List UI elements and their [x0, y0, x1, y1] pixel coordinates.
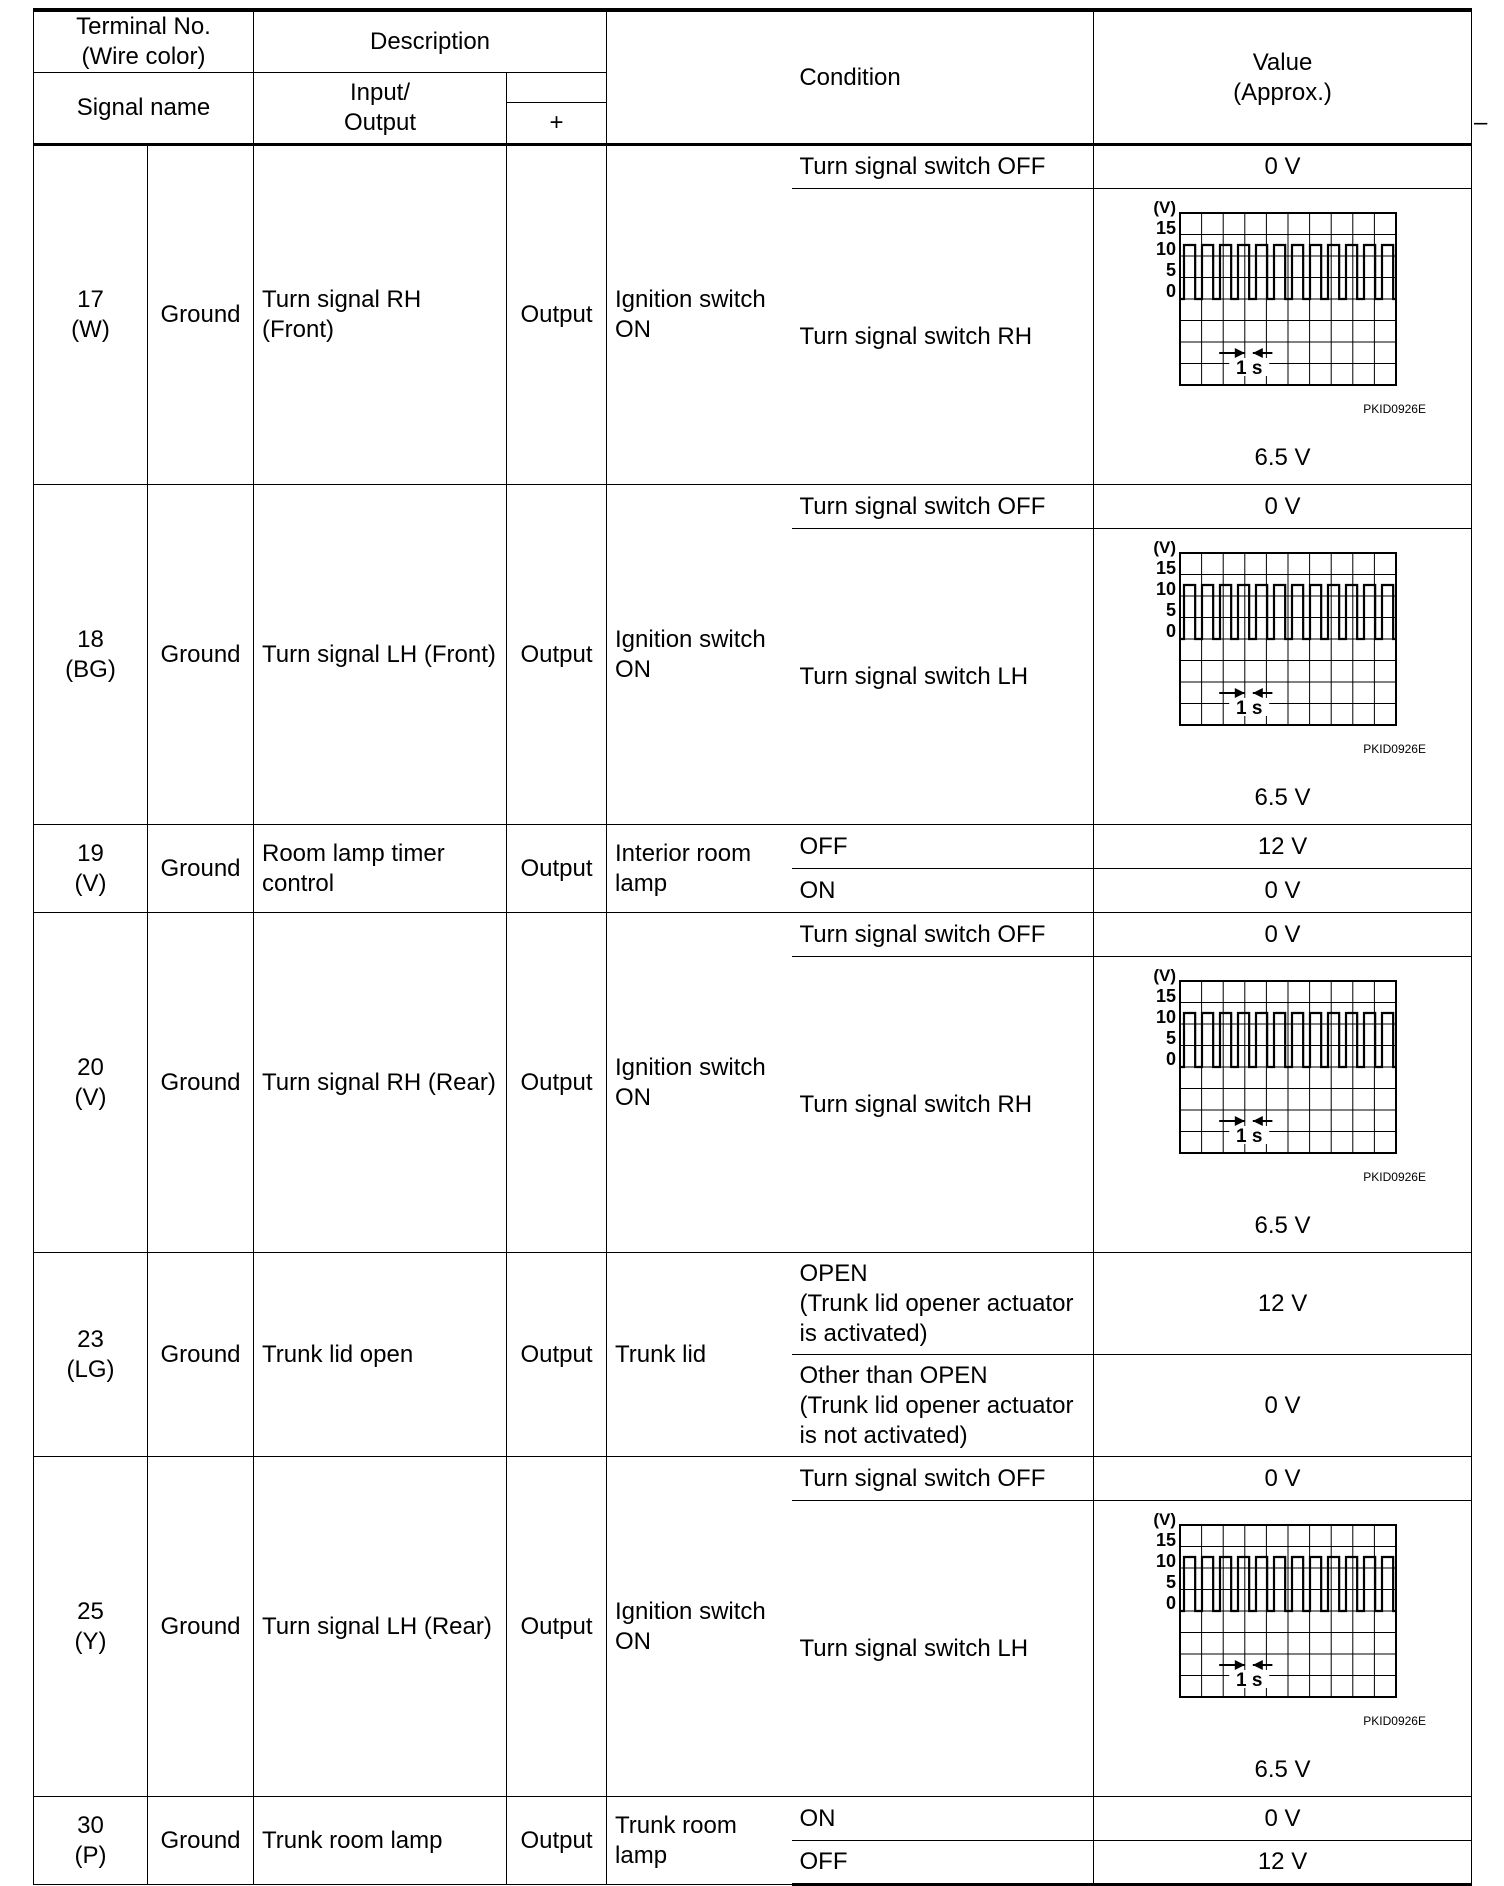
figure-code-label: PKID0926E — [1362, 401, 1426, 416]
ground-cell: Ground — [148, 1797, 254, 1885]
value-cell — [1094, 957, 1472, 1253]
time-marker-arrow — [1234, 1116, 1244, 1126]
y-tick-label: 15 — [1155, 985, 1176, 1006]
sub-condition-cell: ON — [792, 1797, 1094, 1841]
time-marker-arrow — [1234, 348, 1244, 358]
time-marker-arrow — [1234, 1660, 1244, 1670]
table-row — [34, 485, 1472, 529]
y-tick-label: 0 — [1165, 620, 1176, 641]
y-tick-label: 0 — [1165, 1592, 1176, 1613]
table-header: Terminal No. (Wire color) Description Condition Value (Approx.) Signal name Input/ Output + – — [34, 10, 1472, 145]
terminal-spec-table — [33, 8, 1488, 1886]
condition-cell: Trunk lid — [607, 1253, 792, 1457]
signal-name-cell: Turn signal RH (Rear) — [254, 913, 507, 1253]
io-cell: Output — [507, 1253, 607, 1457]
sub-condition-cell: Other than OPEN (Trunk lid opener actuator is not activated) — [792, 1355, 1094, 1457]
axis-unit-label: (V) — [1152, 1512, 1176, 1529]
io-cell: Output — [507, 825, 607, 913]
ground-cell: Ground — [148, 145, 254, 485]
sub-condition-cell: Turn signal switch OFF — [792, 145, 1094, 189]
y-tick-label: 10 — [1155, 1006, 1176, 1027]
y-tick-label: 10 — [1155, 1550, 1176, 1571]
sub-condition-cell: OFF — [792, 1841, 1094, 1885]
io-cell: Output — [507, 145, 607, 485]
header-signal-name: Signal name — [34, 73, 254, 145]
header-terminal-no: Terminal No. (Wire color) — [34, 10, 254, 73]
waveform-value: 6.5 V — [1254, 783, 1311, 811]
y-tick-label: 0 — [1165, 280, 1176, 301]
terminal-cell: 17 (W) — [34, 145, 148, 485]
waveform-value: 6.5 V — [1254, 1211, 1311, 1239]
terminal-cell: 23 (LG) — [34, 1253, 148, 1457]
value-cell: 0 V — [1094, 1797, 1472, 1841]
header-input-output: Input/ Output — [254, 73, 507, 145]
y-tick-label: 15 — [1155, 217, 1176, 238]
time-marker-arrow — [1234, 688, 1244, 698]
y-tick-label: 15 — [1155, 1529, 1176, 1550]
terminal-cell: 20 (V) — [34, 913, 148, 1253]
time-scale-label: 1 s — [1235, 1125, 1262, 1147]
value-cell: 0 V — [1094, 1457, 1472, 1501]
io-cell: Output — [507, 913, 607, 1253]
table-row — [34, 913, 1472, 957]
io-cell: Output — [507, 1797, 607, 1885]
sub-condition-cell: Turn signal switch OFF — [792, 485, 1094, 529]
waveform-figure — [1138, 201, 1428, 441]
table-body — [34, 145, 1472, 1885]
ground-cell: Ground — [148, 485, 254, 825]
table-row — [34, 145, 1472, 189]
y-tick-label: 5 — [1165, 1027, 1176, 1048]
axis-unit-label: (V) — [1152, 200, 1176, 217]
header-plus: + — [507, 103, 607, 145]
header-description: Description — [254, 10, 607, 73]
signal-name-cell: Trunk lid open — [254, 1253, 507, 1457]
signal-name-cell: Room lamp timer control — [254, 825, 507, 913]
table-row — [34, 1797, 1472, 1841]
axis-unit-label: (V) — [1152, 540, 1176, 557]
time-scale-label: 1 s — [1235, 1669, 1262, 1691]
ground-cell: Ground — [148, 913, 254, 1253]
ground-cell: Ground — [148, 825, 254, 913]
table-row — [34, 1457, 1472, 1501]
axis-unit-label: (V) — [1152, 968, 1176, 985]
terminal-cell: 18 (BG) — [34, 485, 148, 825]
value-cell: 0 V — [1094, 485, 1472, 529]
sub-condition-cell: OFF — [792, 825, 1094, 869]
value-cell: 12 V — [1094, 1841, 1472, 1885]
sub-condition-cell: Turn signal switch OFF — [792, 1457, 1094, 1501]
time-marker-arrow — [1252, 688, 1262, 698]
y-tick-label: 5 — [1165, 1571, 1176, 1592]
waveform-figure — [1138, 1513, 1428, 1753]
sub-condition-cell: Turn signal switch RH — [792, 957, 1094, 1253]
condition-cell: Ignition switch ON — [607, 485, 792, 825]
y-tick-label: 10 — [1155, 578, 1176, 599]
signal-name-cell: Trunk room lamp — [254, 1797, 507, 1885]
y-tick-label: 10 — [1155, 238, 1176, 259]
sub-condition-cell: Turn signal switch OFF — [792, 913, 1094, 957]
condition-cell: Trunk room lamp — [607, 1797, 792, 1885]
value-cell — [1094, 529, 1472, 825]
sub-condition-cell: Turn signal switch RH — [792, 189, 1094, 485]
figure-code-label: PKID0926E — [1362, 1169, 1426, 1184]
ground-cell: Ground — [148, 1253, 254, 1457]
table-row — [34, 825, 1472, 869]
condition-cell: Interior room lamp — [607, 825, 792, 913]
header-condition: Condition — [607, 10, 1094, 145]
io-cell: Output — [507, 485, 607, 825]
value-cell: 0 V — [1094, 913, 1472, 957]
value-cell — [1094, 1501, 1472, 1797]
condition-cell: Ignition switch ON — [607, 913, 792, 1253]
y-tick-label: 5 — [1165, 599, 1176, 620]
sub-condition-cell: Turn signal switch LH — [792, 529, 1094, 825]
value-cell: 12 V — [1094, 1253, 1472, 1355]
time-marker-arrow — [1252, 1116, 1262, 1126]
figure-code-label: PKID0926E — [1362, 1713, 1426, 1728]
y-tick-label: 15 — [1155, 557, 1176, 578]
header-value: Value (Approx.) — [1094, 10, 1472, 145]
sub-condition-cell: ON — [792, 869, 1094, 913]
signal-name-cell: Turn signal LH (Front) — [254, 485, 507, 825]
signal-name-cell: Turn signal LH (Rear) — [254, 1457, 507, 1797]
terminal-cell: 30 (P) — [34, 1797, 148, 1885]
condition-cell: Ignition switch ON — [607, 1457, 792, 1797]
y-tick-label: 0 — [1165, 1048, 1176, 1069]
time-marker-arrow — [1252, 1660, 1262, 1670]
sub-condition-cell: Turn signal switch LH — [792, 1501, 1094, 1797]
value-cell: 0 V — [1094, 145, 1472, 189]
terminal-cell: 19 (V) — [34, 825, 148, 913]
signal-name-cell: Turn signal RH (Front) — [254, 145, 507, 485]
ground-cell: Ground — [148, 1457, 254, 1797]
waveform-figure — [1138, 541, 1428, 781]
sub-condition-cell: OPEN (Trunk lid opener actuator is activated) — [792, 1253, 1094, 1355]
table-row — [34, 1253, 1472, 1355]
time-scale-label: 1 s — [1235, 697, 1262, 719]
y-tick-label: 5 — [1165, 259, 1176, 280]
value-cell: 0 V — [1094, 869, 1472, 913]
time-marker-arrow — [1252, 348, 1262, 358]
io-cell: Output — [507, 1457, 607, 1797]
figure-code-label: PKID0926E — [1362, 741, 1426, 756]
value-cell — [1094, 189, 1472, 485]
waveform-value: 6.5 V — [1254, 1755, 1311, 1783]
value-cell: 12 V — [1094, 825, 1472, 869]
terminal-cell: 25 (Y) — [34, 1457, 148, 1797]
time-scale-label: 1 s — [1235, 357, 1262, 379]
waveform-value: 6.5 V — [1254, 443, 1311, 471]
value-cell: 0 V — [1094, 1355, 1472, 1457]
condition-cell: Ignition switch ON — [607, 145, 792, 485]
waveform-figure — [1138, 969, 1428, 1209]
